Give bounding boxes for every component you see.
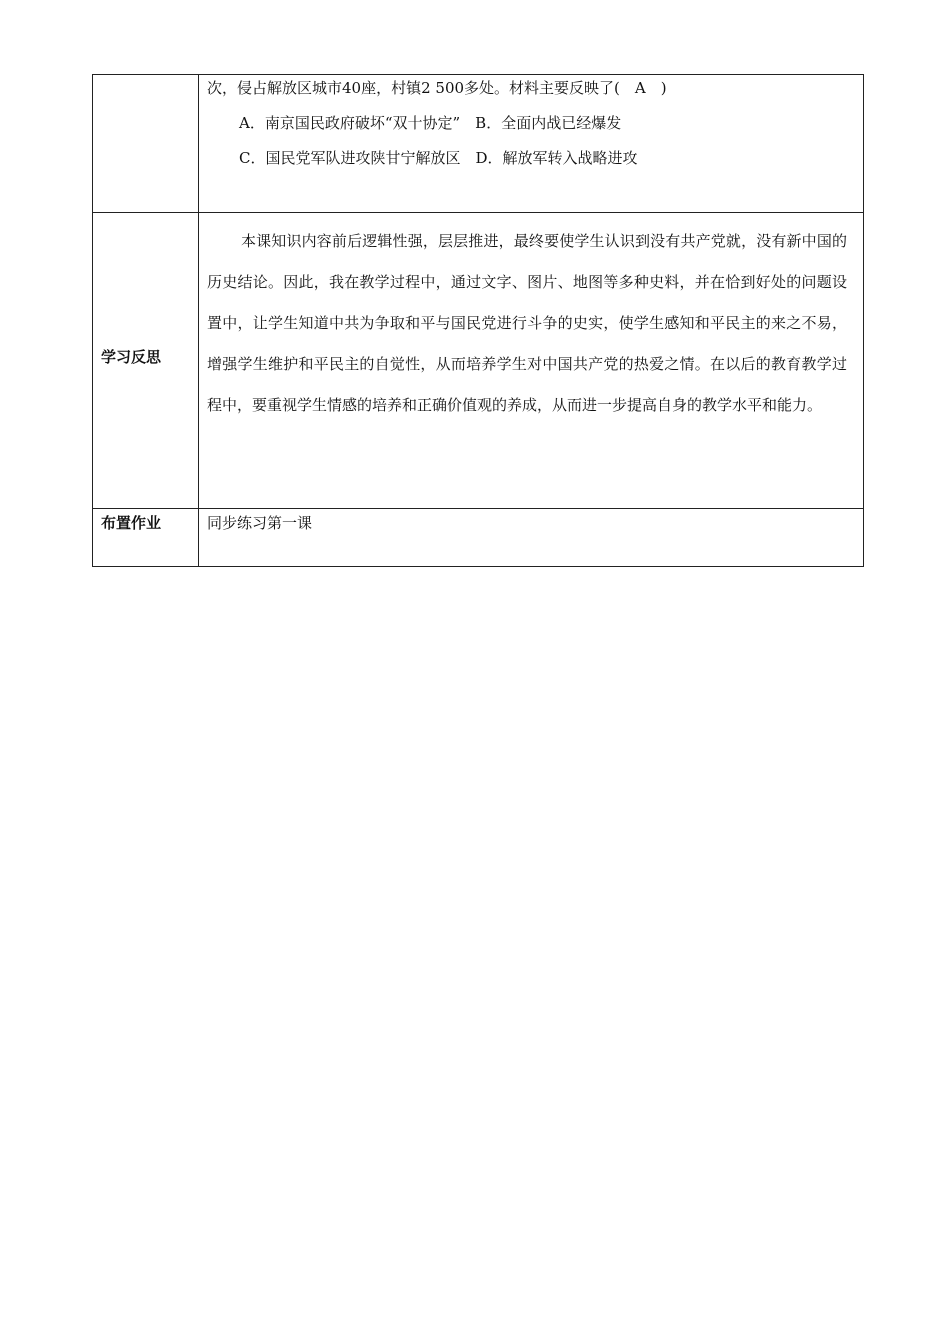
homework-label-cell: [93, 509, 199, 567]
homework-row: [93, 509, 864, 567]
reflection-label-cell: [93, 213, 199, 509]
question-options-cd: C．国民党军队进攻陕甘宁解放区 D．解放军转入战略进攻: [239, 149, 638, 167]
question-label-cell: [93, 75, 199, 213]
reflection-content-cell: [199, 213, 864, 509]
homework-content-cell: [199, 509, 864, 567]
question-row: [93, 75, 864, 213]
reflection-label: 学习反思: [101, 348, 162, 366]
homework-label: 布置作业: [101, 514, 162, 532]
question-stem-tail: 次，侵占解放区城市40座，村镇2 500多处。材料主要反映了( A ): [207, 79, 667, 97]
reflection-row: [93, 213, 864, 509]
reflection-text: 本课知识内容前后逻辑性强，层层推进，最终要使学生认识到没有共产党就，没有新中国的历史结论。因此，我在教学过程中，通过文字、图片、地图等多种史料，并在恰到好处的问题设置中，让学生知道中共为争取和平与国民党进行斗争的史实，使学生感知和平民主的来之不易，增强学生维护和平民主的自觉性，从而培养学生对中国共产党的热爱之情。在以后的教育教学过程中，要重视学生情感的培养和正确价值观的养成，从而进一步提高自身的教学水平和能力。: [207, 232, 847, 414]
homework-text: 同步练习第一课: [207, 514, 313, 532]
question-content-cell: [199, 75, 864, 213]
lesson-plan-table: [92, 74, 864, 567]
question-options-ab: A．南京国民政府破坏“双十协定” B．全面内战已经爆发: [239, 114, 622, 132]
